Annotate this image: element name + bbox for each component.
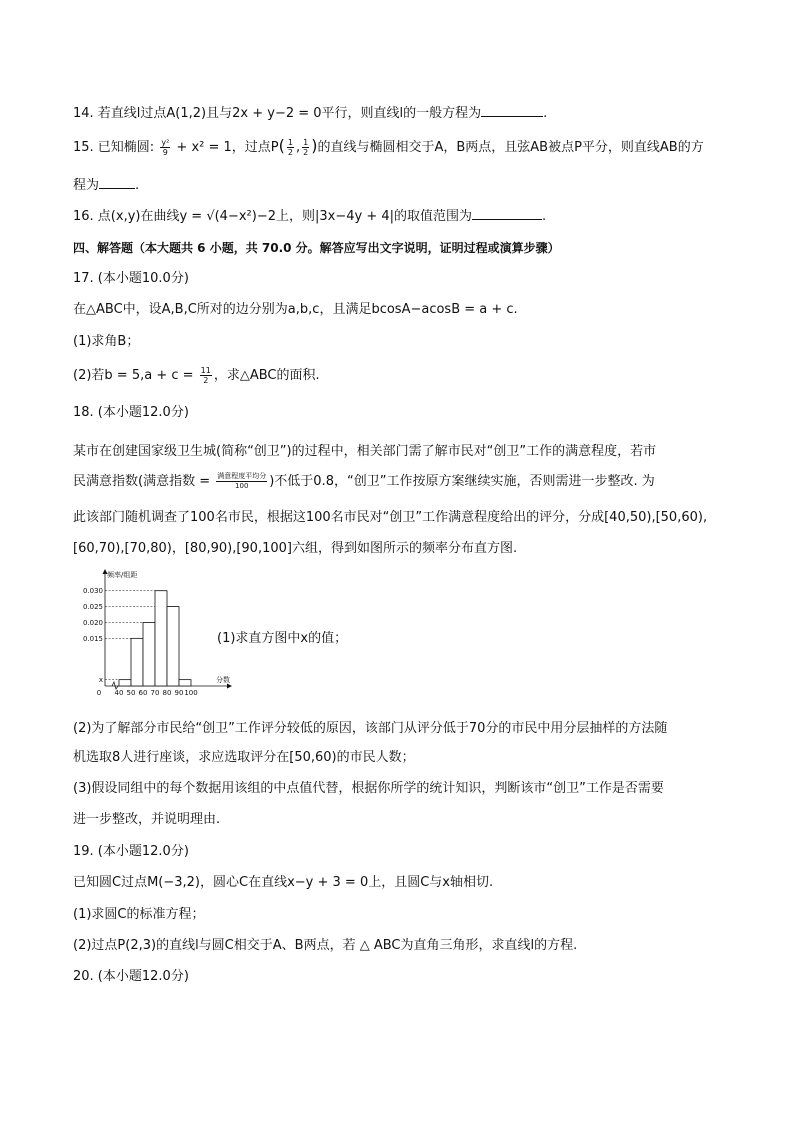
q14-text: 14. 若直线l过点A(1,2)且与2x + y−2 = 0平行，则直线l的一般方程为 [73,106,482,121]
q15-answer-blank[interactable] [99,176,135,189]
q19-stem: 已知圆C过点M(−3,2)，圆心C在直线x−y + 3 = 0上，且圆C与x轴相切. [73,875,494,890]
q15-post: 的直线与椭圆相交于A，B两点，且弦AB被点P平分，则直线AB的方 [317,140,704,155]
q17-frac-den: 2 [203,376,209,385]
q15-py-fraction [302,138,309,157]
q17-title: 17. (本小题10.0分) [73,271,189,286]
q18-line2-suffix: )不低于0.8，“创卫”工作按原方案继续实施，否则需进一步整改. 为 [269,474,655,489]
q17-frac-num: 11 [200,366,211,375]
q15-ellipse-fraction [160,138,170,157]
q18-line-2 [73,472,655,491]
q17-part-1: (1)求角B； [73,334,140,349]
q15-line2-prefix: 程为 [73,178,100,193]
y-tick-label: 0.025 [82,603,103,612]
q16-text: 16. 点(x,y)在曲线y = √(4−x²)−2上，则|3x−4y + 4|的取值范围为 [73,209,472,224]
q17-stem: 在△ABC中，设A,B,C所对的边分别为a,b,c，且满足bcosA−acosB = a + c. [73,302,518,317]
q14-period: . [543,106,548,121]
q18-line2-prefix: 民满意指数(满意指数 = [73,474,215,489]
x-tick-label: 50 [126,689,136,697]
q16-period: . [542,209,547,224]
q17-part2-suffix: ，求△ABC的面积. [213,368,320,383]
y-tick-label-x: x [98,676,103,685]
q19-title: 19. (本小题12.0分) [73,844,189,859]
histogram-bar [167,607,179,686]
histogram-bar [131,638,143,686]
origin-label: 0 [96,689,102,697]
q17-part-2 [73,366,320,385]
question-15-line-1: 15. 已知椭圆: $\frac{\text{y²}}{9}$ + x² = 1，过点P( $\frac{1}{2}$ , $\frac{1}{2}$ )的直线与椭圆相交于A，B两点，且弦AB被点P平分，则直线AB的方 [73,136,704,157]
axis-break [112,682,118,689]
q14-answer-blank[interactable] [481,104,543,117]
question-14 [73,104,547,123]
q18-part-2-line-1: (2)为了解部分市民给“创卫”工作评分较低的原因，该部门从评分低于70分的市民中用分层抽样的方法随 [73,721,668,736]
q18-frac-num: 满意程度平均分 [217,472,267,480]
question-15-line-2 [73,176,139,195]
q19-part-1: (1)求圆C的标准方程； [73,907,205,922]
histogram-bar [179,680,191,686]
q18-part-1: (1)求直方图中x的值； [217,631,348,646]
q18-title: 18. (本小题12.0分) [73,405,189,420]
x-tick-label: 80 [162,689,172,697]
q18-part-2-line-2: 机选取8人进行座谈，求应选取评分在[50,60)的市民人数； [73,750,415,765]
q18-line-3: 此该部门随机调查了100名市民，根据这100名市民对“创卫”工作满意程度给出的评分，分成[40,50),[50,60), [73,510,708,525]
q18-line-4: [60,70),[70,80)，[80,90),[90,100]六组，得到如图所示的频率分布直方图. [73,541,518,556]
q15-period: . [135,178,140,193]
x-axis-arrow [227,684,232,689]
y-axis-title: 频率/组距 [107,571,138,579]
section-4-heading: 四、解答题（本大题共 6 小题，共 70.0 分。解答应写出文字说明，证明过程或演算步骤） [73,241,560,255]
q16-answer-blank[interactable] [472,207,542,220]
q19-part-2: (2)过点P(2,3)的直线l与圆C相交于A、B两点，若 △ ABC为直角三角形，求直线l的方程. [73,938,578,953]
x-tick-label: 90 [174,689,184,697]
y-tick-label: 0.015 [82,634,103,643]
q17-part2-prefix: (2)若b = 5,a + c = [73,368,198,383]
histogram-bar [143,622,155,686]
histogram-bar [119,680,131,686]
q15-px-num: 1 [287,138,293,147]
q15-py-num: 1 [303,138,309,147]
y-tick-label: 0.030 [82,587,103,596]
q18-satisfaction-fraction [216,472,267,491]
x-tick-label: 100 [184,689,198,697]
y-tick-label: 0.020 [82,618,103,627]
frequency-histogram [82,568,235,704]
q15-ellipse-num: y² [161,138,170,147]
question-16 [73,207,546,226]
q15-px-fraction [287,138,294,157]
x-tick-label: 40 [114,689,124,697]
x-axis-title: 分数 [216,676,230,684]
q18-part-3-line-2: 进一步整改，并说明理由. [73,812,221,827]
q15-py-den: 2 [303,148,309,157]
q18-frac-den: 100 [235,482,249,490]
x-tick-label: 70 [150,689,160,697]
q15-px-den: 2 [287,148,293,157]
histogram-bar [155,591,167,686]
q15-ellipse-den: 9 [162,148,168,157]
q20-title: 20. (本小题12.0分) [73,969,189,984]
q18-part-3-line-1: (3)假设同组中的每个数据用该组的中点值代替，根据你所学的统计知识，判断该市“创卫”工作是否需要 [73,781,664,796]
x-tick-label: 60 [138,689,148,697]
q18-line-1: 某市在创建国家级卫生城(简称“创卫”)的过程中，相关部门需了解市民对“创卫”工作的满意程度，若市 [73,444,657,459]
q15-mid: + x² = 1，过点P [172,140,279,155]
q17-fraction [200,366,212,385]
q15-prefix: 15. 已知椭圆: [73,140,159,155]
